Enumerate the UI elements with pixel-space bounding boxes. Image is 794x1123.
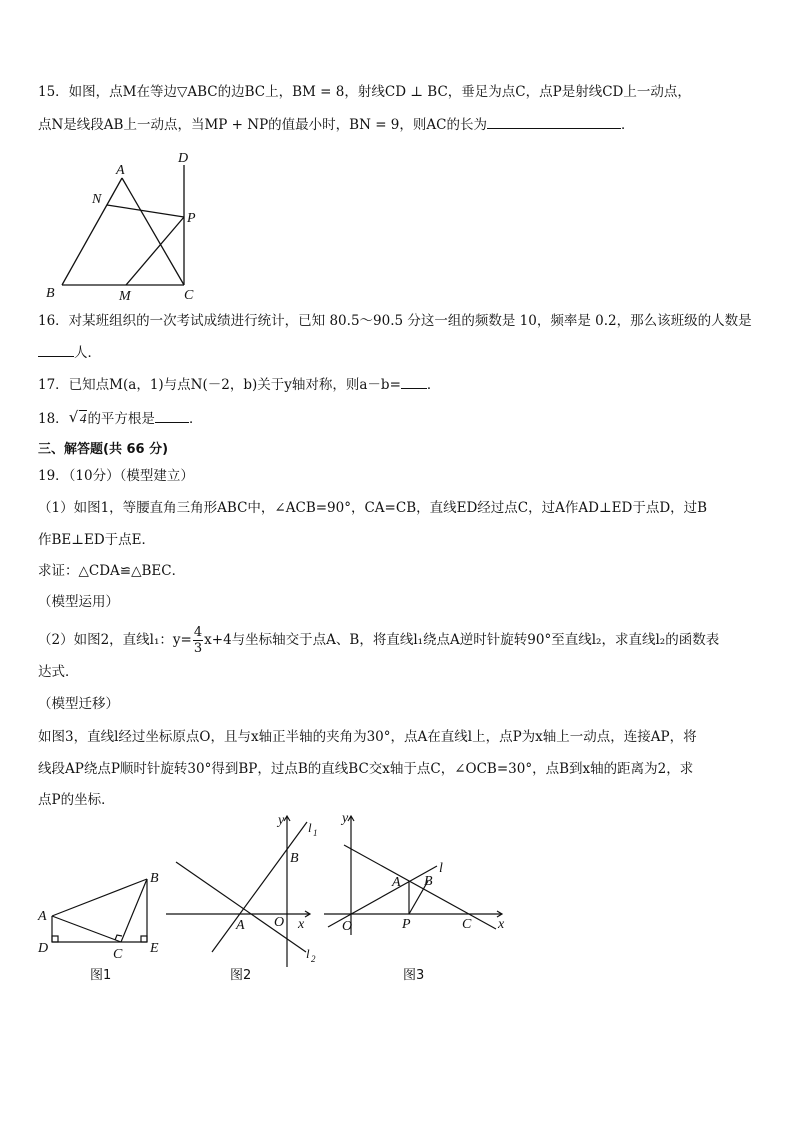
q15-label-d: D [178,151,189,166]
q18-sqrt: √ 4 [68,408,87,426]
q15-label-m: M [119,289,131,304]
fig2-label-l1: l [308,820,312,835]
q15-label-c: C [184,288,194,303]
fig2-label-o: O [274,915,285,930]
q18-text: 的平方根是 [87,411,155,427]
fig2-label-y: y [278,813,285,828]
fig2-label-b: B [290,851,299,866]
fig1-label-b: B [150,871,159,886]
fig3-label-y: y [342,811,349,826]
fig3-caption: 图3 [403,968,425,983]
fig2-caption: 图2 [230,968,252,983]
q19-p2-frac-num: 4 [193,625,203,640]
q18-end: ． [188,411,203,427]
figure-2 [160,810,320,970]
fig1-label-a: A [38,909,47,924]
q19-p3-line1: 如图3，直线l经过坐标原点O，且与x轴正半轴的夹角为30°，点A在直线l上，点P为x轴上一动点，连接AP，将 [38,729,697,745]
q15-line2-end: ． [620,117,635,133]
fig3-label-o: O [342,919,353,934]
q19-p3-line3: 点P的坐标． [38,792,115,808]
section-title: 三、解答题(共 66 分) [38,442,169,457]
q19-p2-line2: 达式． [38,664,79,680]
q19-p1-line2: 作BE⊥ED于点E． [38,532,156,548]
q18-answer-blank [155,408,189,423]
q15-label-b: B [46,286,55,301]
q16-line2-text: 人． [74,345,101,361]
q15-line2 [38,114,634,135]
figure-1 [34,866,164,961]
q15-answer-blank [487,114,621,129]
q19-p2-line1 [38,625,719,656]
q15-label-a: A [116,163,125,178]
q18-prefix: 18． [38,411,69,427]
fig3-label-p: P [402,917,411,932]
q18-line [38,408,202,429]
fig1-label-e: E [150,941,159,956]
q15-figure [40,145,210,305]
q17-answer-blank [401,374,427,389]
fig1-label-c: C [113,947,123,961]
fig2-label-l1-sub: 1 [313,828,318,838]
fig3-label-a: A [392,875,401,890]
q15-segment-np [107,205,184,217]
fig1-label-d: D [38,941,49,956]
q19-p3-line2: 线段AP绕点P顺时针旋转30°得到BP，过点B的直线BC交x轴于点C，∠OCB=30°，点B到x轴的距离为2，求 [38,761,694,777]
q16-line1: 16．对某班组织的一次考试成绩进行统计，已知 80.5～90.5 分这一组的频数是 10，频率是 0.2，那么该班级的人数是 [38,313,752,329]
q19-p1-line1: （1）如图1，等腰直角三角形ABC中，∠ACB=90°，CA=CB，直线ED经过点C，过A作AD⊥ED于点D，过B [38,500,708,516]
fig2-label-l2-sub: 2 [311,954,316,964]
q15-edge-ac [122,178,184,285]
q15-segment-mp [126,217,184,285]
q17-line [38,374,440,395]
q19-prove: 求证：△CDA≌△BEC． [38,563,186,579]
q16-line2 [38,342,101,363]
q15-line1: 15．如图，点M在等边▽ABC的边BC上，BM = 8，射线CD ⊥ BC，垂足为点C，点P是射线CD上一动点， [38,84,691,100]
q16-answer-blank [38,342,74,357]
q17-end: ． [426,377,441,393]
figure-3 [320,810,510,940]
q17-text: 17．已知点M(a，1)与点N(－2，b)关于y轴对称，则a－b= [38,377,401,393]
q15-label-n: N [92,192,102,207]
q18-radicand: 4 [79,411,87,426]
q19-model-use: （模型运用） [38,594,119,610]
fig3-label-l: l [439,861,443,876]
q15-label-p: P [187,211,196,226]
fig3-label-c: C [462,917,472,932]
fig3-label-x: x [498,917,505,932]
q19-p2-before: （2）如图2，直线l₁：y= [38,632,192,648]
fig3-label-b: B [424,874,433,889]
fig2-label-a: A [236,918,245,933]
fig1-caption: 图1 [90,968,112,983]
fig2-label-l2: l [306,946,310,961]
q19-model-transfer: （模型迁移） [38,696,119,712]
q19-header: 19．（10分）（模型建立） [38,468,194,484]
q19-p2-after: x+4与坐标轴交于点A、B，将直线l₁绕点A逆时针旋转90°至直线l₂，求直线l₂的函数表 [204,632,720,648]
q19-p2-frac-den: 3 [193,641,203,656]
q19-p2-fraction [193,625,203,656]
q15-line2-text: 点N是线段AB上一动点，当MP + NP的值最小时，BN = 9，则AC的长为 [38,117,487,133]
fig2-label-x: x [298,917,305,932]
